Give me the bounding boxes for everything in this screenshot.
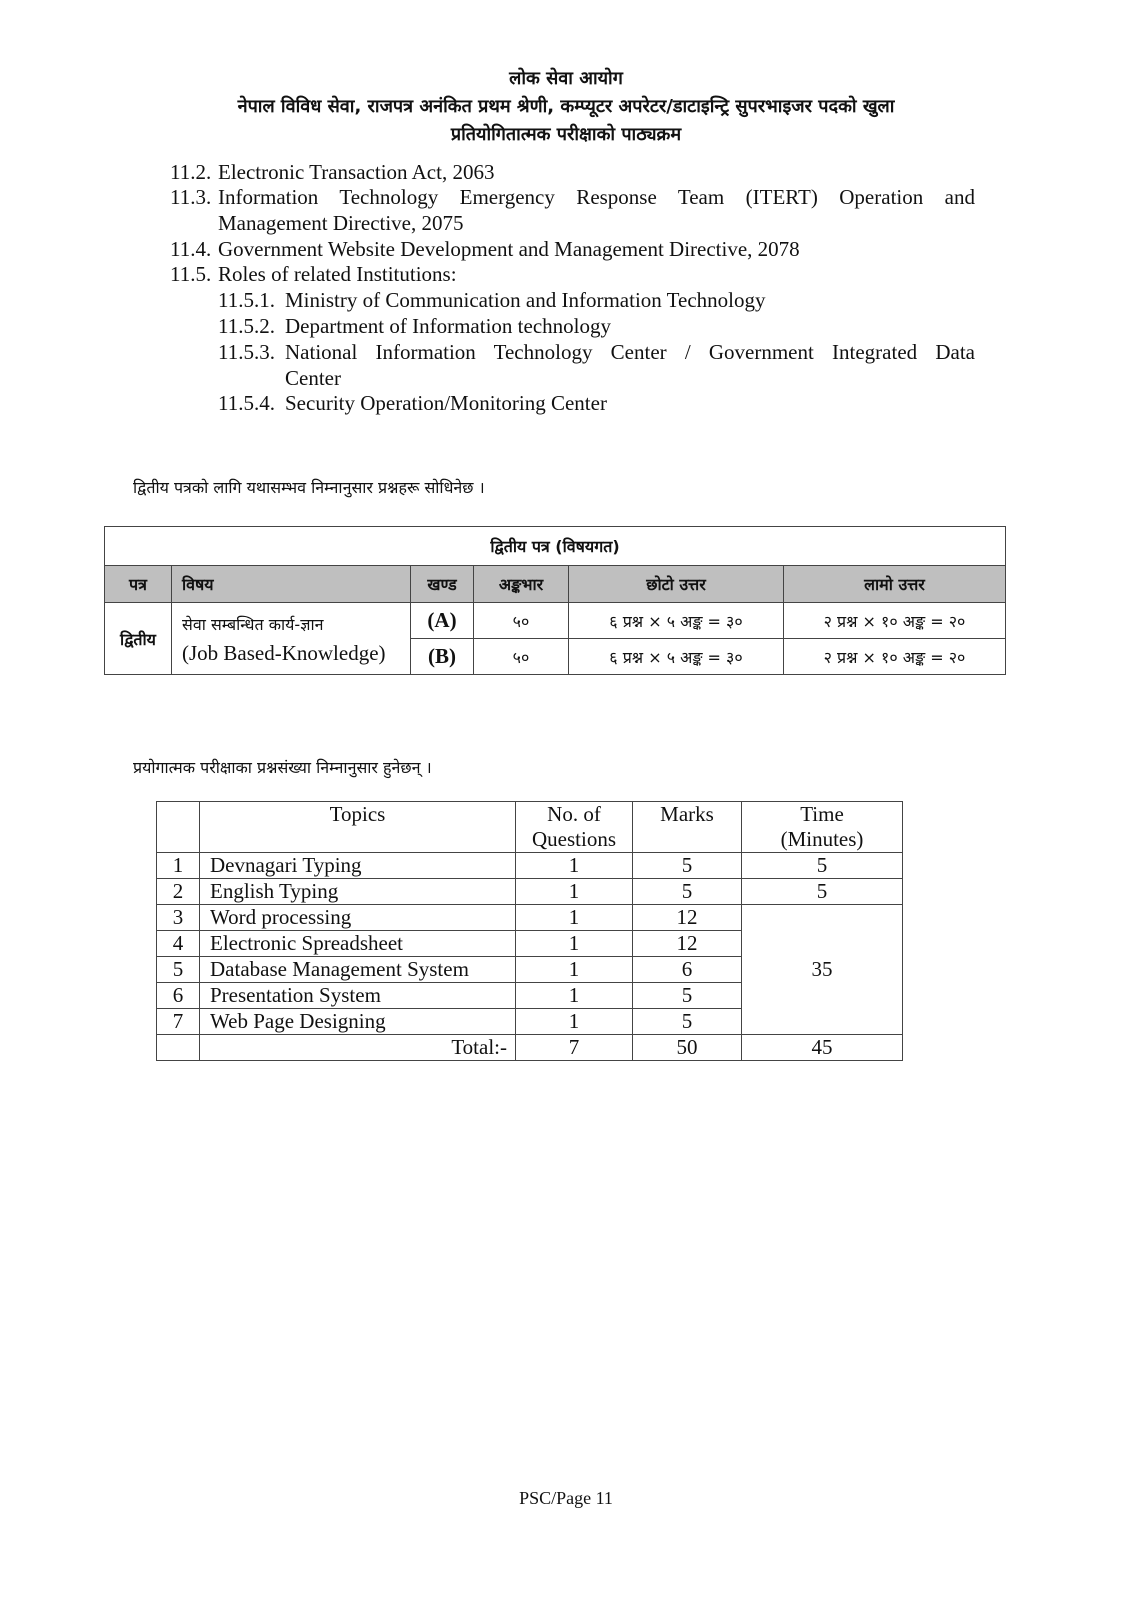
- syllabus-item-11-5-2: 11.5.2. Department of Information technology: [218, 314, 611, 338]
- paper-name: द्वितीय: [105, 603, 172, 675]
- subject-nepali: सेवा सम्बन्धित कार्य-ज्ञान: [182, 614, 324, 634]
- table-row: 5 Database Management System 1 6: [157, 957, 903, 983]
- total-time: 45: [742, 1035, 903, 1061]
- page-footer: PSC/Page 11: [519, 1488, 613, 1508]
- practical-exam-note: प्रयोगात्मक परीक्षाका प्रश्नसंख्या निम्नानुसार हुनेछन् ।: [133, 758, 432, 777]
- header-time: Time (Minutes): [742, 802, 903, 853]
- table-row: 1 Devnagari Typing 1 5 5: [157, 853, 903, 879]
- total-label: Total:-: [200, 1035, 516, 1061]
- header-long-answer: लामो उत्तर: [784, 566, 1006, 603]
- long-answer-a: २ प्रश्न × १० अङ्क = २०: [784, 603, 1006, 639]
- syllabus-item-11-5: 11.5. Roles of related Institutions:: [170, 262, 457, 286]
- total-marks: 50: [633, 1035, 742, 1061]
- paper-table-caption: द्वितीय पत्र (विषयगत): [105, 527, 1006, 566]
- header-subtitle: नेपाल विविध सेवा, राजपत्र अनंकित प्रथम श्रेणी, कम्प्यूटर अपरेटर/डाटाइन्ट्रि सुपरभाइजर पदको खुला: [237, 96, 895, 117]
- header-paper: पत्र: [105, 566, 172, 603]
- subject-english: (Job Based-Knowledge): [182, 640, 386, 665]
- syllabus-item-11-2: 11.2. Electronic Transaction Act, 2063: [170, 160, 495, 184]
- header-marks: अङ्कभार: [474, 566, 569, 603]
- paper-structure-table: [104, 526, 1006, 675]
- second-paper-note: द्वितीय पत्रको लागि यथासम्भव निम्नानुसार प्रश्नहरू सोधिनेछ ।: [133, 478, 485, 497]
- table-row: 7 Web Page Designing 1 5: [157, 1009, 903, 1035]
- subject-cell: [172, 603, 411, 675]
- syllabus-item-11-5-1: 11.5.1. Ministry of Communication and Information Technology: [218, 288, 766, 312]
- marks-b: ५०: [474, 639, 569, 675]
- total-row: [157, 1035, 903, 1061]
- table-row: 6 Presentation System 1 5: [157, 983, 903, 1009]
- practical-exam-table: [156, 801, 903, 1061]
- header-questions: No. of Questions: [516, 802, 633, 853]
- header-sn: [157, 802, 200, 853]
- header-subject: विषय: [172, 566, 411, 603]
- header-syllabus-title: प्रतियोगितात्मक परीक्षाको पाठ्यक्रम: [450, 124, 682, 145]
- short-answer-a: ६ प्रश्न × ५ अङ्क = ३०: [569, 603, 784, 639]
- header-short-answer: छोटो उत्तर: [569, 566, 784, 603]
- long-answer-b: २ प्रश्न × १० अङ्क = २०: [784, 639, 1006, 675]
- syllabus-item-11-3: 11.3. Information Technology Emergency Response Team (ITERT) Operation and: [170, 185, 975, 209]
- section-b: (B): [411, 639, 474, 675]
- table-row: 2 English Typing 1 5 5: [157, 879, 903, 905]
- merged-time-cell: 35: [742, 905, 903, 1035]
- table-row: 3 Word processing 1 12 35: [157, 905, 903, 931]
- header-title: लोक सेवा आयोग: [509, 68, 623, 89]
- table-row: [105, 603, 1006, 639]
- marks-a: ५०: [474, 603, 569, 639]
- syllabus-item-11-5-4: 11.5.4. Security Operation/Monitoring Center: [218, 391, 607, 415]
- table-row: 4 Electronic Spreadsheet 1 12: [157, 931, 903, 957]
- syllabus-item-11-5-3-continued: Center: [285, 366, 341, 390]
- header-marks: Marks: [633, 802, 742, 853]
- total-questions: 7: [516, 1035, 633, 1061]
- syllabus-item-11-5-3: 11.5.3. National Information Technology Center / Government Integrated Data: [218, 340, 975, 364]
- section-a: (A): [411, 603, 474, 639]
- header-section: खण्ड: [411, 566, 474, 603]
- short-answer-b: ६ प्रश्न × ५ अङ्क = ३०: [569, 639, 784, 675]
- syllabus-item-11-3-continued: Management Directive, 2075: [218, 211, 464, 235]
- syllabus-item-11-4: 11.4. Government Website Development and Management Directive, 2078: [170, 237, 800, 261]
- header-topics: Topics: [200, 802, 516, 853]
